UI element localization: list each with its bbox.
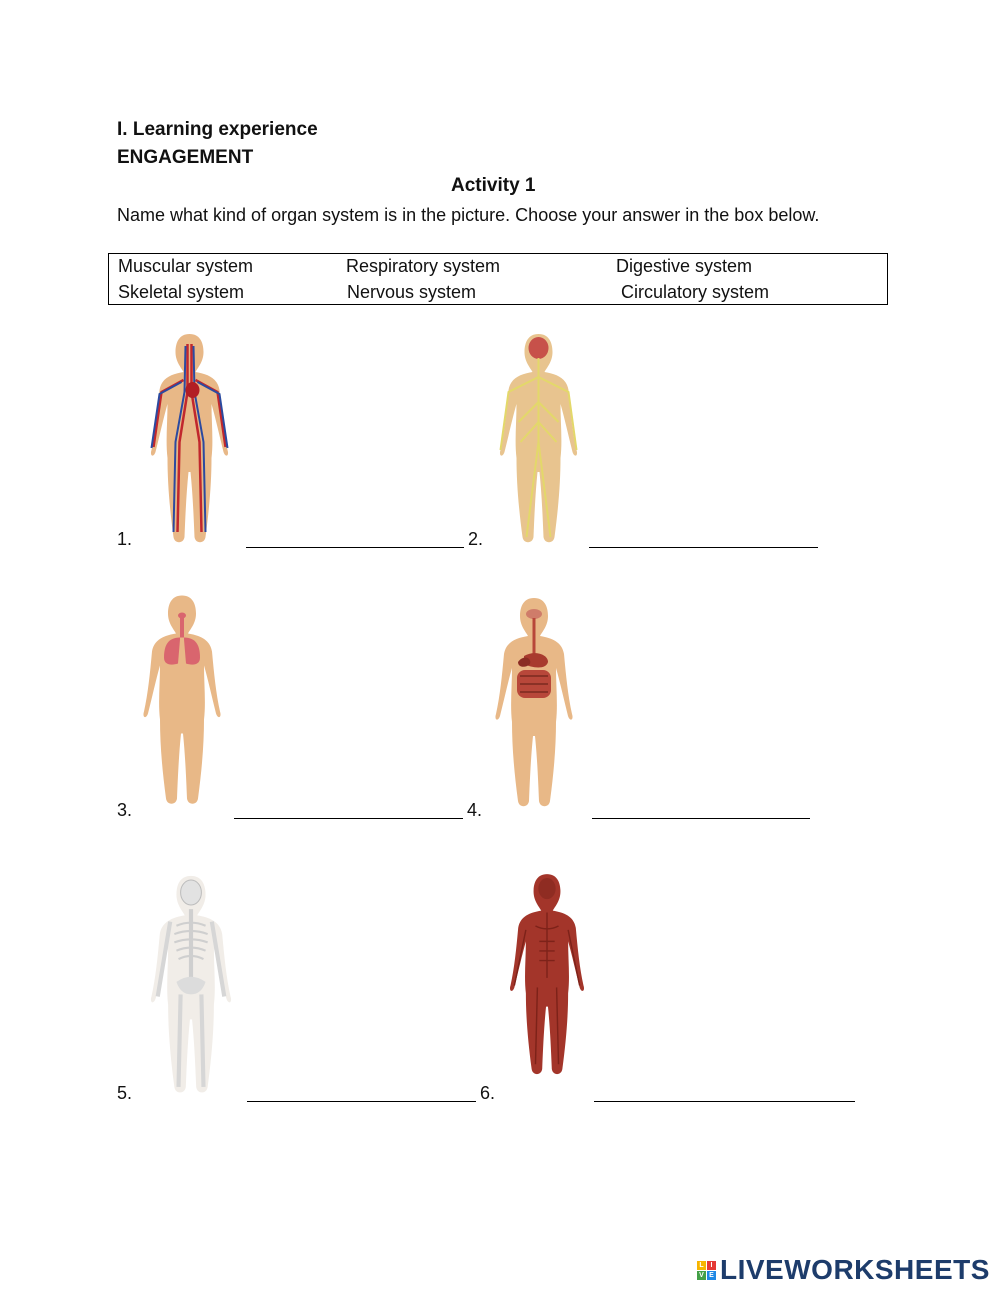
answer-input-2[interactable] bbox=[589, 526, 818, 548]
answer-input-6[interactable] bbox=[594, 1080, 855, 1102]
answer-input-5[interactable] bbox=[247, 1080, 476, 1102]
choice-skeletal: Skeletal system bbox=[118, 282, 245, 302]
section-heading: I. Learning experience bbox=[117, 119, 318, 140]
answer-input-3[interactable] bbox=[234, 797, 463, 819]
logo-tiles-icon: L I V E bbox=[697, 1261, 716, 1280]
subsection-heading: ENGAGEMENT bbox=[117, 147, 254, 168]
answer-input-4[interactable] bbox=[592, 797, 810, 819]
activity-title: Activity 1 bbox=[451, 175, 536, 196]
item-number-5: 5. bbox=[117, 1083, 133, 1103]
item-number-4: 4. bbox=[467, 800, 483, 820]
instruction-text: Name what kind of organ system is in the picture. Choose your answer in the box below. bbox=[117, 205, 820, 225]
liveworksheets-logo[interactable] bbox=[697, 1254, 990, 1286]
choice-circulatory: Circulatory system bbox=[621, 282, 770, 302]
answer-input-1[interactable] bbox=[246, 526, 464, 548]
answer-choices-box bbox=[108, 253, 888, 305]
digestive-figure bbox=[484, 587, 584, 817]
item-number-3: 3. bbox=[117, 800, 133, 820]
item-number-2: 2. bbox=[468, 529, 484, 549]
muscular-figure bbox=[499, 850, 595, 1098]
choice-muscular: Muscular system bbox=[118, 256, 254, 276]
choice-digestive: Digestive system bbox=[616, 256, 753, 276]
circulatory-figure bbox=[132, 332, 247, 544]
item-number-1: 1. bbox=[117, 529, 133, 549]
choice-nervous: Nervous system bbox=[347, 282, 477, 302]
choice-respiratory: Respiratory system bbox=[346, 256, 501, 276]
item-number-6: 6. bbox=[480, 1083, 496, 1103]
respiratory-figure bbox=[132, 582, 232, 817]
nervous-figure bbox=[486, 332, 591, 544]
logo-text: LIVEWORKSHEETS bbox=[720, 1254, 990, 1285]
skeletal-figure bbox=[139, 870, 243, 1098]
